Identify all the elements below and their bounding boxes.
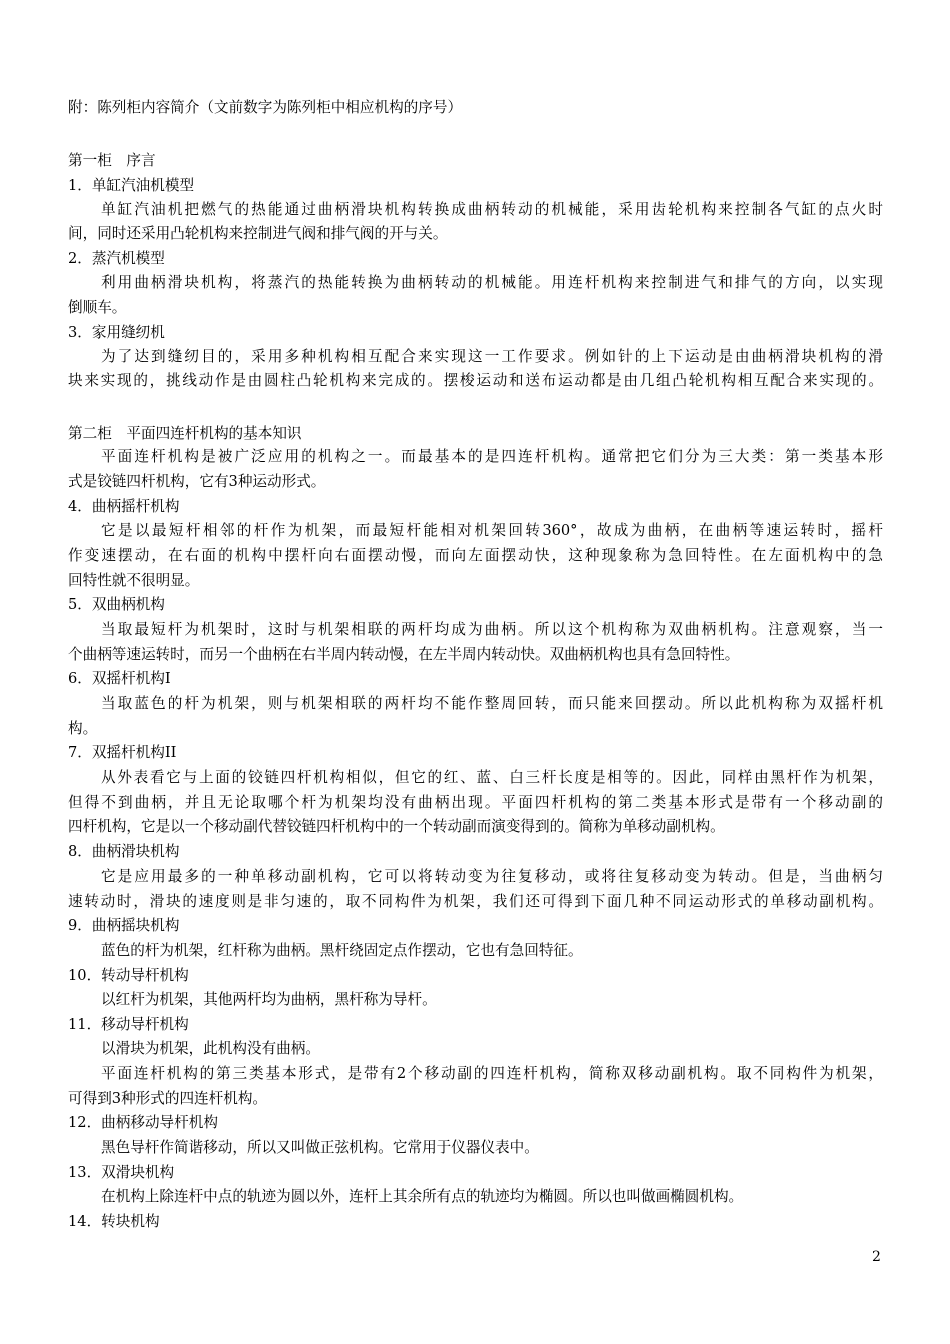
body-line: 可得到3种形式的四连杆机构。 — [68, 1090, 268, 1107]
body-line: 但得不到曲柄，并且无论取哪个杆为机架均没有曲柄出现。平面四杆机构的第二类基本形式是带有一个移动副的 — [68, 794, 883, 811]
cabinet-2-heading: 第二柜 平面四连杆机构的基本知识 — [68, 425, 302, 442]
body-line: 倒顺车。 — [68, 299, 127, 316]
body-line: 作变速摆动，在右面的机构中摆杆向右面摆动慢，而向左面摆动快，这种现象称为急回特性。在左面机构中的急 — [68, 547, 883, 564]
item-title: 14．转块机构 — [68, 1213, 160, 1230]
body-line: 当取最短杆为机架时，这时与机架相联的两杆均成为曲柄。所以这个机构称为双曲柄机构。注意观察，当一 — [101, 621, 883, 638]
item-title: 7．双摇杆机构II — [68, 744, 177, 761]
document-title: 附：陈列柜内容简介（文前数字为陈列柜中相应机构的序号） — [68, 99, 463, 116]
item-title: 3．家用缝纫机 — [68, 324, 165, 341]
item-title: 2．蒸汽机模型 — [68, 250, 165, 267]
cabinet-1-heading: 第一柜 序言 — [68, 152, 156, 169]
body-line: 平面连杆机构的第三类基本形式，是带有2个移动副的四连杆机构，简称双移动副机构。取不同构件为机架， — [101, 1065, 883, 1082]
body-line: 从外表看它与上面的铰链四杆机构相似，但它的红、蓝、白三杆长度是相等的。因此，同样由黑杆作为机架， — [101, 769, 883, 786]
body-line: 当取蓝色的杆为机架，则与机架相联的两杆均不能作整周回转，而只能来回摆动。所以此机构称为双摇杆机 — [101, 695, 883, 712]
item-title: 9．曲柄摇块机构 — [68, 917, 180, 934]
body-line: 它是以最短杆相邻的杆作为机架，而最短杆能相对机架回转360°，故成为曲柄，在曲柄等速运转时，摇杆 — [101, 522, 883, 539]
body-line: 蓝色的杆为机架，红杆称为曲柄。黑杆绕固定点作摆动，它也有急回特征。 — [101, 942, 583, 959]
body-line: 块来实现的，挑线动作是由圆柱凸轮机构来完成的。摆梭运动和送布运动都是由几组凸轮机构相互配合来实现的。 — [68, 372, 883, 389]
item-title: 13．双滑块机构 — [68, 1164, 175, 1181]
body-line: 个曲柄等速运转时，而另一个曲柄在右半周内转动慢，在左半周内转动快。双曲柄机构也具有急回特性。 — [68, 646, 740, 663]
page-number: 2 — [872, 1249, 881, 1265]
body-line: 回特性就不很明显。 — [68, 572, 200, 589]
body-line: 以滑块为机架，此机构没有曲柄。 — [101, 1040, 320, 1057]
body-line: 它是应用最多的一种单移动副机构，它可以将转动变为往复移动，或将往复移动变为转动。但是，当曲柄匀 — [101, 868, 883, 885]
item-title: 5．双曲柄机构 — [68, 596, 165, 613]
body-line: 四杆机构，它是以一个移动副代替铰链四杆机构中的一个转动副而演变得到的。简称为单移动副机构。 — [68, 818, 725, 835]
body-line: 黑色导杆作简谐移动，所以又叫做正弦机构。它常用于仪器仪表中。 — [101, 1139, 539, 1156]
item-title: 6．双摇杆机构I — [68, 670, 171, 687]
item-title: 1．单缸汽油机模型 — [68, 177, 195, 194]
item-title: 12．曲柄移动导杆机构 — [68, 1114, 218, 1131]
body-line: 在机构上除连杆中点的轨迹为圆以外，连杆上其余所有点的轨迹均为椭圆。所以也叫做画椭圆机构。 — [101, 1188, 744, 1205]
body-line: 间，同时还采用凸轮机构来控制进气阀和排气阀的开与关。 — [68, 225, 448, 242]
item-title: 4．曲柄摇杆机构 — [68, 498, 180, 515]
body-line: 利用曲柄滑块机构，将蒸汽的热能转换为曲柄转动的机械能。用连杆机构来控制进气和排气的方向，以实现 — [101, 274, 883, 291]
body-line: 式是铰链四杆机构，它有3种运动形式。 — [68, 473, 326, 490]
body-line: 构。 — [68, 720, 98, 737]
item-title: 11．移动导杆机构 — [68, 1016, 189, 1033]
body-line: 单缸汽油机把燃气的热能通过曲柄滑块机构转换成曲柄转动的机械能，采用齿轮机构来控制各气缸的点火时 — [101, 201, 883, 218]
body-line: 平面连杆机构是被广泛应用的机构之一。而最基本的是四连杆机构。通常把它们分为三大类：第一类基本形 — [101, 448, 883, 465]
body-line: 速转动时，滑块的速度则是非匀速的，取不同构件为机架，我们还可得到下面几种不同运动形式的单移动副机构。 — [68, 893, 883, 910]
item-title: 10．转动导杆机构 — [68, 967, 189, 984]
body-line: 为了达到缝纫目的，采用多种机构相互配合来实现这一工作要求。例如针的上下运动是由曲柄滑块机构的滑 — [101, 348, 883, 365]
item-title: 8．曲柄滑块机构 — [68, 843, 180, 860]
body-line: 以红杆为机架，其他两杆均为曲柄，黑杆称为导杆。 — [101, 991, 437, 1008]
